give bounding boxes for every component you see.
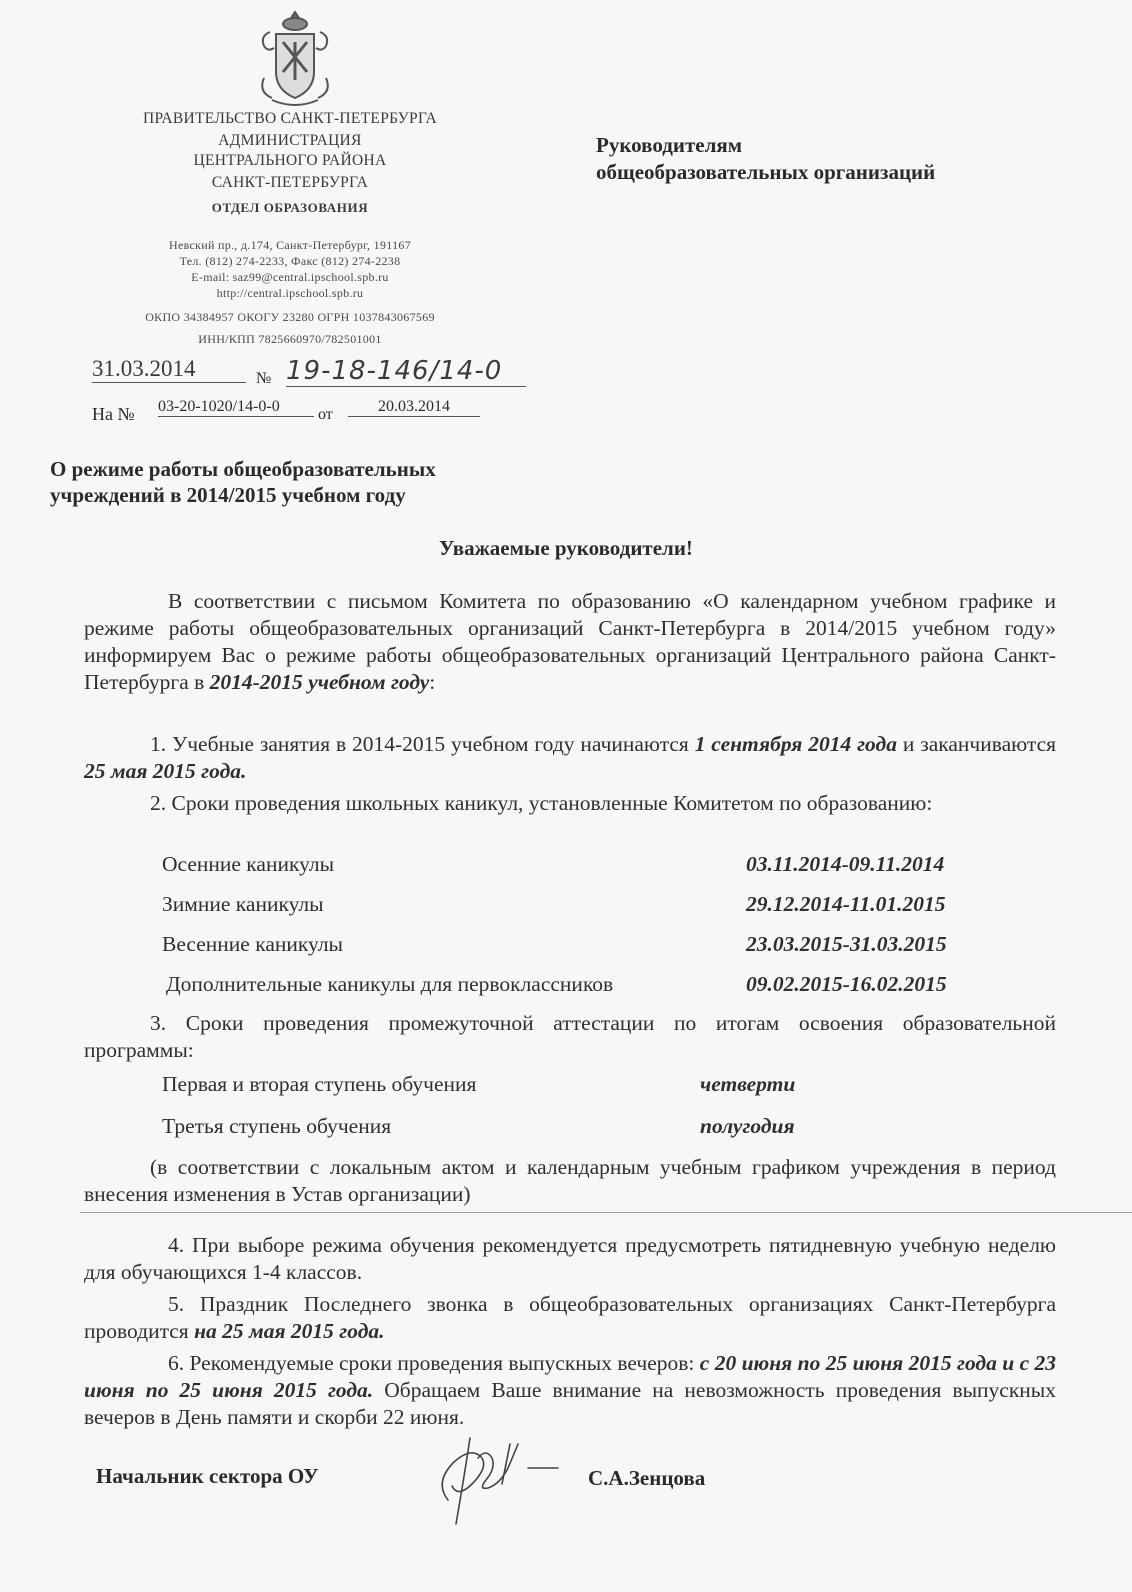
outgoing-date: 31.03.2014 [92, 356, 246, 383]
greeting: Уважаемые руководители! [439, 536, 693, 560]
gov-name: ПРАВИТЕЛЬСТВО САНКТ-ПЕТЕРБУРГА [142, 110, 438, 127]
item-1-mid: и заканчиваются [896, 732, 1057, 756]
holiday-dates: 29.12.2014-11.01.2015 [746, 892, 946, 916]
addressee [596, 132, 935, 186]
item-5-date: на 25 мая 2015 года. [194, 1319, 385, 1343]
coat-of-arms-icon [250, 8, 340, 110]
item-1-end-date: 25 мая 2015 года. [84, 759, 247, 783]
holiday-dates: 03.11.2014-09.11.2014 [746, 852, 945, 876]
website: http://central.ipschool.spb.ru [216, 286, 364, 300]
holiday-dates: 09.02.2015-16.02.2015 [746, 972, 947, 996]
item-1-start-date: 1 сентября 2014 года [694, 732, 897, 756]
department: ОТДЕЛ ОБРАЗОВАНИЯ [211, 200, 369, 215]
item-6-text: 6. Рекомендуемые сроки проведения выпускных вечеров: [168, 1351, 700, 1375]
addressee-line1: Руководителям [596, 133, 743, 157]
attestation-label: Третья ступень обучения [162, 1114, 392, 1138]
outgoing-number: 19-18-146/14-0 [286, 356, 526, 387]
item-5-text: 5. Праздник Последнего звонка в общеобразовательных организациях Санкт-Петербурга проводится [84, 1292, 1056, 1343]
reference-date: 20.03.2014 [348, 398, 480, 417]
holiday-label: Осенние каникулы [162, 852, 335, 876]
item-2: 2. Сроки проведения школьных каникул, установленные Комитетом по образованию: [150, 791, 933, 815]
item-6-dates: с 20 июня по 25 июня 2015 года и с 23 июня по 25 июня 2015 года. [84, 1351, 1056, 1402]
org-codes: ОКПО 34384957 ОКОГУ 23280 ОГРН 1037843067569 [145, 310, 435, 324]
handwritten-signature-icon [418, 1418, 568, 1530]
item-5 [84, 1291, 1056, 1345]
item-3-note: (в соответствии с локальным актом и календарным учебным графиком учреждения в период внесения изменения в Устав организации) [84, 1155, 1056, 1206]
reference-from-label: от [318, 406, 333, 423]
attestation-period: четверти [700, 1072, 796, 1096]
reference-label: На № [92, 404, 135, 424]
addressee-line2: общеобразовательных организаций [596, 160, 936, 184]
item-6 [84, 1350, 1056, 1431]
fold-line [80, 1212, 1132, 1213]
item-1 [84, 731, 1056, 785]
reference-number: 03-20-1020/14-0-0 [158, 398, 314, 417]
item-1-text: 1. Учебные занятия в 2014-2015 учебном году начинаются [150, 732, 695, 756]
holiday-label: Зимние каникулы [162, 892, 324, 916]
intro-tail: : [429, 670, 436, 694]
holiday-dates: 23.03.2015-31.03.2015 [746, 932, 947, 956]
administration: АДМИНИСТРАЦИЯ [218, 132, 362, 149]
address: Невский пр., д.174, Санкт-Петербург, 191167 [168, 238, 411, 252]
item-6-tail: Обращаем Ваше внимание на невозможность проведения выпускных вечеров в День памяти и скорби 22 июня. [84, 1378, 1056, 1429]
inn-kpp: ИНН/КПП 7825660970/782501001 [198, 332, 382, 346]
signatory-position: Начальник сектора ОУ [96, 1464, 319, 1488]
phone: Тел. (812) 274-2233, Факс (812) 274-2238 [179, 254, 401, 268]
letter-subject [50, 456, 436, 508]
attestation-period: полугодия [700, 1114, 795, 1138]
subject-line2: учреждений в 2014/2015 учебном году [50, 483, 406, 507]
holiday-label: Весенние каникулы [162, 932, 343, 956]
intro-emphasis: 2014-2015 учебном году [209, 670, 430, 694]
intro-text: В соответствии с письмом Комитета по образованию «О календарном учебном графике и режиме работы общеобразовательных организаций Санкт-Петербурга в 2014/2015 учебном году» информируем Вас о режиме работы общеобразовательных организаций Центрального района Санкт-Петербурга в [84, 589, 1056, 694]
city: САНКТ-ПЕТЕРБУРГА [211, 174, 369, 191]
intro-paragraph [84, 588, 1056, 696]
district: ЦЕНТРАЛЬНОГО РАЙОНА [193, 152, 387, 169]
item-4: 4. При выборе режима обучения рекомендуется предусмотреть пятидневную учебную неделю для обучающихся 1-4 классов. [84, 1233, 1056, 1284]
number-label: № [256, 370, 272, 387]
subject-line1: О режиме работы общеобразовательных [50, 457, 436, 481]
item-3: 3. Сроки проведения промежуточной аттестации по итогам освоения образовательной программы: [84, 1011, 1056, 1062]
holiday-label: Дополнительные каникулы для первоклассников [166, 972, 614, 996]
signatory-name: С.А.Зенцова [588, 1466, 706, 1490]
email: E-mail: saz99@central.ipschool.spb.ru [191, 270, 389, 284]
attestation-label: Первая и вторая ступень обучения [162, 1072, 477, 1096]
